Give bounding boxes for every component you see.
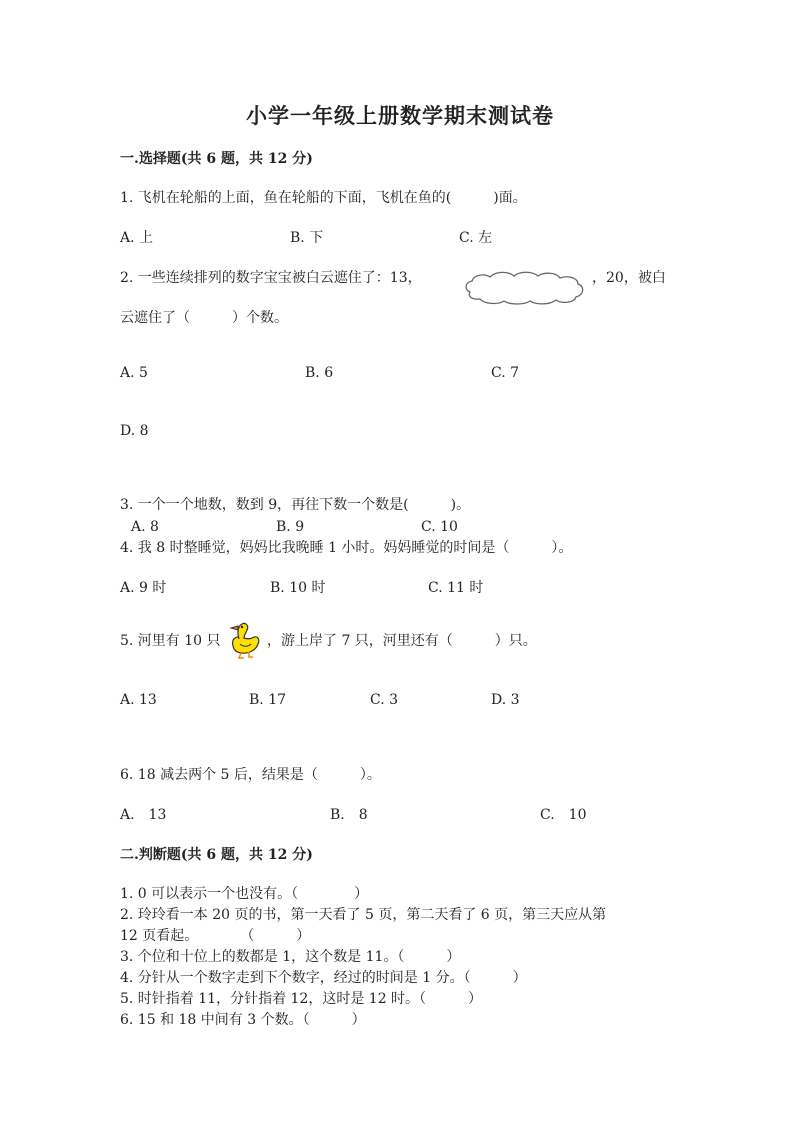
question-2-option-c: C. 7: [491, 365, 520, 381]
question-2-option-b: B. 6: [305, 365, 334, 381]
duck-icon: [227, 620, 263, 660]
question-3-stem: 3. 一个一个地数，数到 9，再往下数一个数是( )。: [120, 497, 471, 513]
question-6-stem: 6. 18 减去两个 5 后，结果是（ ）。: [120, 767, 381, 783]
judgement-item-6: 6. 15 和 18 中间有 3 个数。（ ）: [120, 1012, 366, 1028]
question-5-option-d: D. 3: [491, 692, 520, 708]
question-2-stem-part1: 2. 一些连续排列的数字宝宝被白云遮住了：13，: [120, 270, 422, 286]
question-5-stem-part1: 5. 河里有 10 只: [120, 633, 221, 649]
section-heading-choice: 一.选择题(共 6 题，共 12 分): [120, 151, 313, 167]
question-4-stem: 4. 我 8 时整睡觉，妈妈比我晚睡 1 小时。妈妈睡觉的时间是（ ）。: [120, 540, 573, 556]
judgement-item-2: 2. 玲玲看一本 20 页的书，第一天看了 5 页，第二天看了 6 页，第三天应从第: [120, 907, 607, 923]
question-4-option-b: B. 10 时: [270, 580, 326, 596]
question-5-option-c: C. 3: [370, 692, 399, 708]
question-6-option-a: A. 13: [120, 807, 167, 823]
question-2-option-a: A. 5: [120, 365, 148, 381]
question-5-stem-part2: ，游上岸了 7 只，河里还有（ ）只。: [267, 633, 537, 649]
section-heading-judgement: 二.判断题(共 6 题，共 12 分): [120, 847, 313, 863]
page-title: 小学一年级上册数学期末测试卷: [246, 103, 554, 128]
question-2-stem-line2: 云遮住了（ ）个数。: [120, 310, 288, 326]
question-1-stem: 1. 飞机在轮船的上面，鱼在轮船的下面，飞机在鱼的( )面。: [120, 190, 527, 206]
question-1-option-c: C. 左: [459, 230, 493, 246]
judgement-item-5: 5. 时针指着 11，分针指着 12，这时是 12 时。（ ）: [120, 991, 483, 1007]
question-5-option-b: B. 17: [249, 692, 287, 708]
question-6-option-b: B. 8: [330, 807, 368, 823]
question-4-option-c: C. 11 时: [428, 580, 484, 596]
question-1-option-a: A. 上: [120, 230, 154, 246]
question-3-option-b: B. 9: [276, 519, 305, 535]
judgement-item-4: 4. 分针从一个数字走到下个数字，经过的时间是 1 分。（ ）: [120, 970, 527, 986]
judgement-item-2-cont: 12 页看起。 （ ）: [120, 928, 311, 944]
cloud-icon: [462, 270, 586, 306]
question-2-stem-part2: ，20，被白: [592, 270, 666, 286]
question-2-option-d: D. 8: [120, 423, 149, 439]
judgement-item-1: 1. 0 可以表示一个也没有。（ ）: [120, 886, 369, 902]
question-3-option-a: A. 8: [131, 519, 159, 535]
judgement-item-3: 3. 个位和十位上的数都是 1，这个数是 11。（ ）: [120, 949, 461, 965]
question-3-option-c: C. 10: [421, 519, 458, 535]
question-6-option-c: C. 10: [540, 807, 587, 823]
question-4-option-a: A. 9 时: [120, 580, 167, 596]
question-1-option-b: B. 下: [290, 230, 324, 246]
question-5-option-a: A. 13: [120, 692, 157, 708]
